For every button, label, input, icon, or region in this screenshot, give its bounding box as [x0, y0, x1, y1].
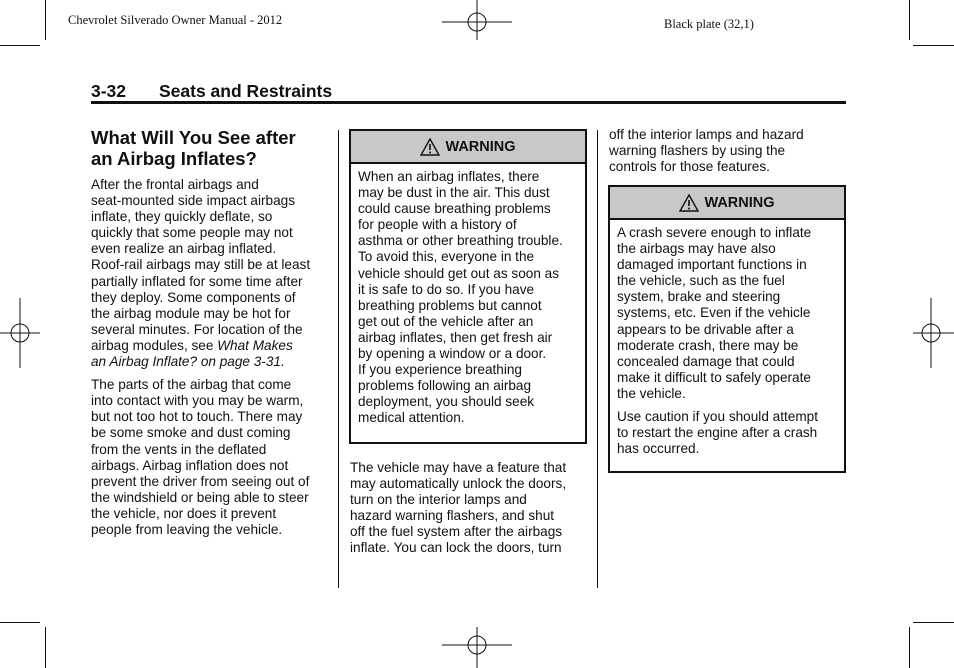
plate-label: Black plate (32,1): [664, 17, 754, 31]
text-line: prevent the driver from seeing out of: [91, 473, 310, 489]
text-line: Roof-rail airbags may still be at least: [91, 257, 311, 273]
text-line: could cause breathing problems: [358, 201, 551, 217]
text-line: When an airbag inflates, there: [358, 169, 540, 184]
paragraph: [350, 460, 566, 557]
text-line: turn on the interior lamps and: [350, 492, 527, 508]
section-title: Seats and Restraints: [159, 81, 333, 101]
paragraph: [91, 177, 331, 370]
warning-label: WARNING: [445, 138, 516, 155]
warning-box: [349, 129, 587, 444]
text-line: vehicle should get out as soon as: [358, 265, 560, 281]
text-line: system, brake and steering: [617, 289, 781, 305]
heading-line: What Will You See after: [91, 127, 296, 148]
article-heading: [91, 127, 331, 169]
warning-text: [351, 164, 585, 433]
page-number: 3-32: [91, 81, 127, 101]
text-line: off the interior lamps and hazard: [609, 127, 804, 142]
text-line: by opening a window or a door.: [358, 346, 547, 362]
text-line: may be dust in the air. This dust: [358, 185, 550, 201]
text-line: the vehicle, nor does it prevent: [91, 505, 277, 521]
cross-reference-link[interactable]: What Makes: [217, 337, 293, 353]
column-divider: [597, 130, 598, 588]
text-line: the airbags may have also: [617, 241, 776, 257]
text-line: The vehicle may have a feature that: [350, 460, 567, 475]
text-line: To avoid this, everyone in the: [358, 249, 535, 265]
text-line: the vehicle, such as the fuel: [617, 273, 785, 289]
text-line: quickly that some people may not: [91, 225, 293, 241]
cross-reference-link[interactable]: an Airbag Inflate? on page 3-31.: [91, 354, 285, 370]
text-line: A crash severe enough to inflate: [617, 225, 812, 240]
text-line: damaged important functions in: [617, 257, 807, 273]
paragraph: [91, 377, 331, 538]
warning-icon: [420, 138, 440, 156]
text-line: off the fuel system after the airbags: [350, 524, 563, 540]
text-line: [91, 354, 331, 370]
text-fragment: airbag modules, see: [91, 337, 218, 353]
text-line: people from leaving the vehicle.: [91, 521, 283, 537]
text-line: appears to be drivable after a: [617, 321, 794, 337]
text-line: several minutes. For location of the: [91, 321, 303, 337]
text-line: Use caution if you should attempt: [617, 409, 818, 425]
text-line: asthma or other breathing trouble.: [358, 233, 563, 249]
text-line: warning flashers by using the: [609, 143, 786, 159]
text-line: [91, 338, 331, 354]
text-line: seat-mounted side impact airbags: [91, 193, 296, 209]
text-line: deployment, you should seek: [358, 394, 535, 410]
text-line: If you experience breathing: [358, 362, 522, 378]
text-line: problems following an airbag: [358, 378, 532, 394]
text-line: the airbag module may be hot for: [91, 305, 291, 321]
text-line: it is safe to do so. If you have: [358, 281, 535, 297]
text-line: but not too hot to touch. There may: [91, 409, 303, 425]
text-line: even realize an airbag inflated.: [91, 241, 277, 257]
text-line: hazard warning flashers, and shut: [350, 508, 555, 524]
warning-text: [617, 409, 837, 457]
text-line: moderate crash, there may be: [617, 337, 799, 353]
text-line: After the frontal airbags and: [91, 177, 259, 192]
text-line: airbag inflates, then get fresh air: [358, 329, 553, 345]
text-line: The parts of the airbag that come: [91, 377, 292, 393]
text-line: to restart the engine after a crash: [617, 425, 818, 441]
text-line: be some smoke and dust coming: [91, 425, 291, 441]
text-line: medical attention.: [358, 410, 465, 426]
text-line: airbags. Airbag inflation does not: [91, 457, 289, 473]
text-line: breathing problems but cannot: [358, 297, 542, 313]
text-line: may automatically unlock the doors,: [350, 476, 567, 492]
warning-text: [617, 225, 837, 402]
column-divider: [338, 130, 339, 588]
header-rule: [91, 101, 846, 104]
warning-box: [608, 185, 846, 473]
text-line: they deploy. Some components of: [91, 289, 296, 305]
text-line: partially inflated for some time after: [91, 273, 303, 289]
manual-title: Chevrolet Silverado Owner Manual - 2012: [68, 13, 283, 27]
text-line: into contact with you may be warm,: [91, 393, 304, 409]
text-line: get out of the vehicle after an: [358, 313, 534, 329]
text-line: has occurred.: [617, 441, 700, 457]
text-line: make it difficult to safely operate: [617, 369, 811, 385]
text-line: inflate. You can lock the doors, turn: [350, 540, 562, 556]
warning-icon: [679, 194, 699, 212]
warning-label: WARNING: [704, 194, 775, 211]
paragraph: [609, 127, 804, 175]
text-line: controls for those features.: [609, 159, 770, 175]
text-line: systems, etc. Even if the vehicle: [617, 305, 811, 321]
text-line: the vehicle.: [617, 385, 686, 401]
text-line: inflate, they quickly deflate, so: [91, 209, 273, 225]
text-line: from the vents in the deflated: [91, 441, 267, 457]
text-line: concealed damage that could: [617, 353, 795, 369]
heading-line: an Airbag Inflates?: [91, 148, 257, 169]
text-line: for people with a history of: [358, 217, 517, 233]
text-line: the windshield or being able to steer: [91, 489, 309, 505]
